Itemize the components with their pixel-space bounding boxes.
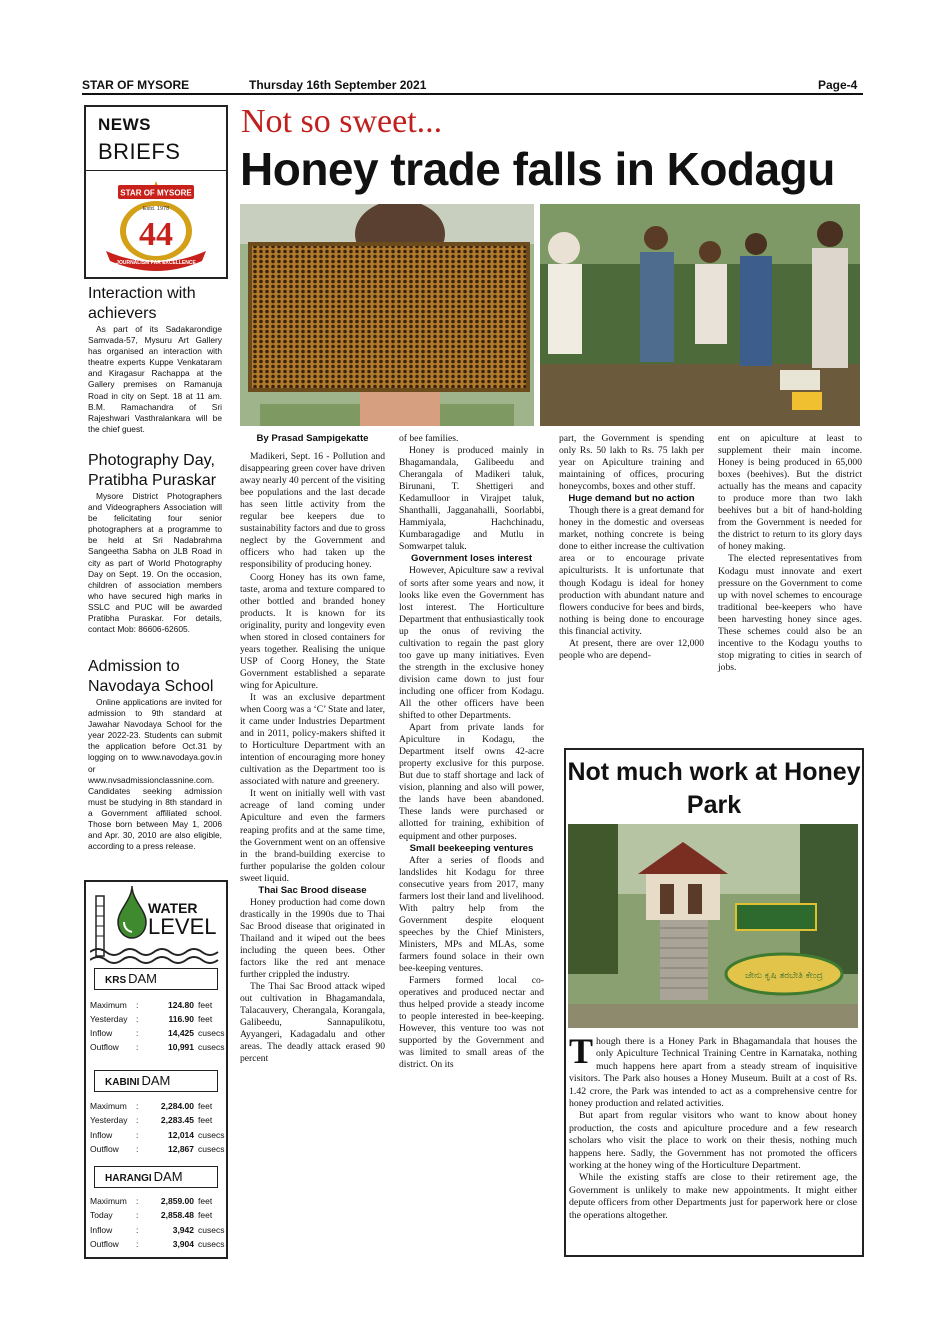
dam-row: Maximum : 2,284.00 feet (90, 1101, 213, 1111)
subhead-government-loses-interest: Government loses interest (410, 553, 533, 565)
dam-row: Inflow : 14,425 cusecs (90, 1028, 225, 1038)
row-label: Yesterday (90, 1014, 128, 1024)
article-column-1 (240, 433, 385, 1065)
paragraph: It was an exclusive department when Coorg was a ‘C’ State and later, it came under Industries Department and in 2011, policy-makers shifted it to Horticulture Department with an intention of encouraging more honey cultivation as the Department too is associated with nature and greenery. (240, 691, 385, 788)
dam-row: Outflow : 12,867 cusecs (90, 1144, 225, 1154)
dam-row: Inflow : 12,014 cusecs (90, 1130, 225, 1140)
paragraph: The elected representatives from Kodagu must innovate and exert pressure on the Government to come up with novel schemes to encourage traditional bee-keepers who have been harvesting honey since ages. These schemes could also be an incentive to the Kodagu youths to stop migrating to cities in search of jobs. (718, 553, 862, 673)
kabini-dam-heading (94, 1070, 218, 1092)
brief-2-text: Mysore District Photographers and Videographers Association will be felicitating four senior photographers at a programme to be held at Sri Nadabrahma Sangeetha Sabha on JLB Road in city as part of World Photography Day on Sept. 19. On the occasion, children of association members who have secured high marks in SSLC and PUC will be awarded Pratibha Puraskar. For details, contact Mob: 86606-62605. (88, 491, 222, 635)
star-of-mysore-44-logo (92, 177, 220, 273)
brief-2 (88, 451, 222, 635)
dam-label: DAM (141, 1073, 171, 1088)
brief-1 (88, 284, 222, 435)
dam-name: KABINI (105, 1077, 140, 1088)
issue-date: Thursday 16th September 2021 (249, 78, 427, 92)
row-value: 12,014 (168, 1130, 194, 1140)
paragraph: After a series of floods and landslides hit Kodagu for three consecutive years from 2017, many farmers lost their land and livelihood. With paltry help from the Government despite eloquent speeches by the Chief Ministers, Ministers, MPs and MLAs, some farmers found solace in their own bee-keeping ventures. (399, 854, 544, 974)
byline: By Prasad Sampigekatte (256, 433, 369, 444)
row-value: 2,284.00 (160, 1101, 194, 1111)
brief-1-title: Interaction with achievers (88, 285, 196, 322)
dam-row: Outflow : 3,904 cusecs (90, 1239, 225, 1249)
dam-row: Maximum : 2,859.00 feet (90, 1196, 213, 1206)
news-label: NEWS (98, 115, 151, 134)
story-kicker: Not so sweet... (241, 103, 443, 140)
paragraph: It went on initially well with vast acreage of land coming under Apiculture and even the farmers reaping profits and at the same time, the Government went on an offensive in the brand-building exercise to further popularise the golden colour sweet liquid. (240, 788, 385, 884)
water-title-bottom: LEVEL (148, 914, 217, 939)
paragraph: of bee families. (399, 433, 459, 444)
row-value: 14,425 (168, 1028, 194, 1038)
row-value: 2,858.48 (160, 1210, 194, 1220)
paragraph: part, the Government is spending only Rs. 50 lakh to Rs. 75 lakh per year on Apiculture training and maintaining of offices, procuring honeycombs, boxes and other stuff. (559, 433, 704, 493)
honey-park-text (569, 1031, 857, 1222)
honey-park-title: Not much work at Honey Park (567, 758, 861, 819)
svg-text:44: 44 (139, 216, 173, 253)
honeycomb-frame-photo (240, 204, 534, 426)
row-unit: cusecs (198, 1130, 225, 1140)
paragraph: At present, there are over 12,000 people who are depend- (559, 637, 704, 661)
row-unit: cusecs (198, 1225, 225, 1235)
row-value: 10,991 (168, 1042, 194, 1052)
svg-text:JOURNALISM PAR EXCELLENCE: JOURNALISM PAR EXCELLENCE (116, 260, 196, 266)
paper-name: STAR OF MYSORE (82, 78, 190, 92)
park-sign-text: ಜೇನು ಕೃಷಿ ತರಬೇತಿ ಕೇಂದ್ರ (745, 971, 823, 981)
dam-row: Today : 2,858.48 feet (90, 1210, 213, 1220)
row-value: 2,859.00 (160, 1196, 194, 1206)
row-unit: feet (198, 1014, 213, 1024)
row-value: 12,867 (168, 1144, 194, 1154)
row-unit: cusecs (198, 1144, 225, 1154)
water-title-top: WATER (148, 900, 198, 916)
subhead-thai-sac-brood: Thai Sac Brood disease (258, 884, 367, 896)
dam-row: Maximum : 124.80 feet (90, 1000, 213, 1010)
paragraph: Madikeri, Sept. 16 - Pollution and disappearing green cover have driven away nearly 40 percent of the visiting bee populations and the last decade has seen little activity from the regular bee keepers due to sustainability factors and due to gross neglect by the Government and officers who had taken up the responsibility of producing honey. (240, 451, 385, 571)
row-label: Inflow (90, 1225, 113, 1235)
honey-park-box (564, 748, 864, 1257)
beekeeping-training-photo (540, 204, 860, 426)
brief-1-text: As part of its Sadakarondige Samvada-57, Mysuru Art Gallery has organised an interaction with theatre experts Kuppe Venkataram and Kiragasur Rachappa at the Gallery premises on Ramanuja Road in city on Sept. 18 at 11 am. B.M. Ramachandra of Sri Rajeshwari Vasthralankara will be the chief guest. (88, 324, 222, 434)
paragraph: hough there is a Honey Park in Bhagamandala that houses the only Apiculture Technical Training Centre in Karnataka, nothing much happens here apart from a steady stream of inquisitive visitors. The Park also houses a Honey Museum. Built at a cost of Rs. 1.42 crore, the Park was intended to act as a comprehensive centre for honey production and related activities. (569, 1036, 857, 1110)
paragraph: But apart from regular visitors who want to know about honey production, the costs and apiculture procedure and a few research scholars who visit the place to work on their thesis, nothing much happens here. Sadly, the Government has not promoted the officers working at the honey wing of the Horticulture Department. (569, 1110, 857, 1172)
briefs-rule (86, 170, 226, 171)
row-unit: feet (198, 1101, 213, 1111)
story-headline: Honey trade falls in Kodagu (240, 143, 835, 195)
paragraph: Coorg Honey has its own fame, taste, aroma and texture compared to other bottled and branded honey products. It is known for its originality, purity and longevity even when stored in closed containers for years together. Realising the unique USP of Coorg Honey, the State Government established a separate wing for Apiculture. (240, 571, 385, 691)
row-unit: cusecs (198, 1042, 225, 1052)
row-value: 2,283.45 (160, 1115, 194, 1125)
row-label: Outflow (90, 1144, 119, 1154)
row-value: 3,904 (172, 1239, 194, 1249)
header-rule (82, 93, 863, 95)
article-column-3 (559, 433, 704, 662)
row-label: Today (90, 1210, 113, 1220)
paragraph: ent on apiculture at least to supplement their main income. Honey is being produced in 65,000 boxes (beehives). But the district actually has the means and capacity to produce more than two lakh beehives but a bit of hand-holding from the Government is needed for the district to return to its glory days of honey making. (718, 433, 862, 553)
row-label: Maximum (90, 1196, 127, 1206)
page-number: Page-4 (818, 78, 858, 92)
row-value: 124.80 (168, 1000, 194, 1010)
paragraph: Honey production had come down drastically in the 1990s due to Thai Sac Brood disease that originated in Thailand and it wiped out the bees including the queen bees. Other factors like the red ant menace further crippled the industry. (240, 896, 385, 981)
dam-row: Inflow : 3,942 cusecs (90, 1225, 225, 1235)
subhead-huge-demand: Huge demand but no action (568, 493, 695, 505)
row-unit: feet (198, 1115, 213, 1125)
dam-row: Yesterday : 116.90 feet (90, 1014, 213, 1024)
brief-2-title: Photography Day, Pratibha Puraskar (88, 452, 217, 489)
dam-name: KRS (105, 975, 127, 986)
brief-3-title: Admission to Navodaya School (88, 658, 214, 695)
row-label: Inflow (90, 1028, 113, 1038)
paragraph: However, Apiculture saw a revival of sorts after some years and now, it looks like even the Government has lost interest. The Horticulture Department that enthusiastically took up the onus of reviving the cultivation to regain the past glory too gave up many initiatives. Even the strength in the exclusive honey division came down to just four including one officer from Kodagu. All the other officers have been shifted to other Departments. (399, 565, 544, 722)
krs-dam-heading (94, 968, 218, 990)
dam-name: HARANGI (105, 1173, 152, 1184)
harangi-dam-heading (94, 1166, 218, 1188)
paragraph: The Thai Sac Brood attack wiped out cultivation in Bhagamandala, Talacauvery, Cherangala, Korangala, Galibeedu, Sannapulikotu, Ayyangeri, Kadagadalu and other areas. The deadly attack erased 90 percent (240, 981, 385, 1065)
subhead-small-beekeeping: Small beekeeping ventures (409, 842, 534, 854)
article-column-4 (718, 433, 862, 674)
svg-text:STAR OF MYSORE: STAR OF MYSORE (120, 188, 192, 198)
dam-label: DAM (128, 971, 158, 986)
paragraph: Honey is produced mainly in Bhagamandala, Galibeedu and Cherangala of Madikeri taluk, Birunani, T. Shettigeri and Kedamulloor in Virajpet taluk, Shanthalli, Jagganahalli, Soorlabbi, Hammiyala, Hachchinadu, Kumbaragadige and Mutlu in Somwarpet taluk. (399, 445, 544, 553)
water-level-box (84, 880, 228, 1259)
row-label: Maximum (90, 1101, 127, 1111)
paragraph: Apart from private lands for Apiculture in Kodagu, the Department itself owns 42-acre property exclusive for this purpose. But due to staff shortage and lack of vision, planning and also will power, the lands have been abandoned. These lands were purchased or allotted for training, exhibition of equipment and other purposes. (399, 722, 544, 842)
paragraph: While the existing staffs are close to their retirement age, the Government is unlikely to make new appointments. It might either depute officers from other Departments just for paperwork here or close the operations altogether. (569, 1172, 857, 1221)
briefs-label: BRIEFS (98, 139, 181, 164)
article-column-2 (399, 433, 544, 1071)
news-briefs-box (84, 105, 228, 279)
row-value: 116.90 (168, 1014, 194, 1024)
row-label: Yesterday (90, 1115, 128, 1125)
brief-3-text: Online applications are invited for admission to 9th standard at Jawahar Navodaya School for the year 2022-23. Students can submit the application before Oct.31 by logging on to www.navodaya.gov.in or www.nvsadmissionclassnine.com. Candidates seeking admission must be studying in 8th standard in a Government affiliated school. Those born between May 1, 2006 and Apr. 30, 2010 are also eligible, according to a press release. (88, 697, 222, 852)
row-unit: feet (198, 1196, 213, 1206)
drop-cap: T (569, 1031, 594, 1071)
row-label: Inflow (90, 1130, 113, 1140)
paragraph: Farmers formed local co-operatives and produced nectar and thus helped provide a steady income to people interested in bee-keeping. However, this venture too was not supported by the Government and was limited to small areas of the district. On its (399, 975, 544, 1071)
row-label: Maximum (90, 1000, 127, 1010)
row-unit: feet (198, 1210, 213, 1220)
dam-row: Yesterday : 2,283.45 feet (90, 1115, 213, 1125)
row-label: Outflow (90, 1239, 119, 1249)
row-unit: cusecs (198, 1028, 225, 1038)
dam-row: Outflow : 10,991 cusecs (90, 1042, 225, 1052)
row-unit: cusecs (198, 1239, 225, 1249)
row-value: 3,942 (172, 1225, 194, 1235)
row-unit: feet (198, 1000, 213, 1010)
paragraph: Though there is a great demand for honey in the domestic and overseas market, nothing concrete is being done to either increase the cultivation area or to encourage private apiculturists. It is unfortunate that though Kodagu is ideal for honey production with abundant nature and flowers conducive for bees and birds, nothing is being done to encourage this financial activity. (559, 505, 704, 637)
svg-text:Estd. 1978: Estd. 1978 (142, 206, 170, 212)
brief-3 (88, 657, 222, 852)
row-label: Outflow (90, 1042, 119, 1052)
honey-park-photo (568, 824, 858, 1028)
dam-label: DAM (153, 1169, 183, 1184)
